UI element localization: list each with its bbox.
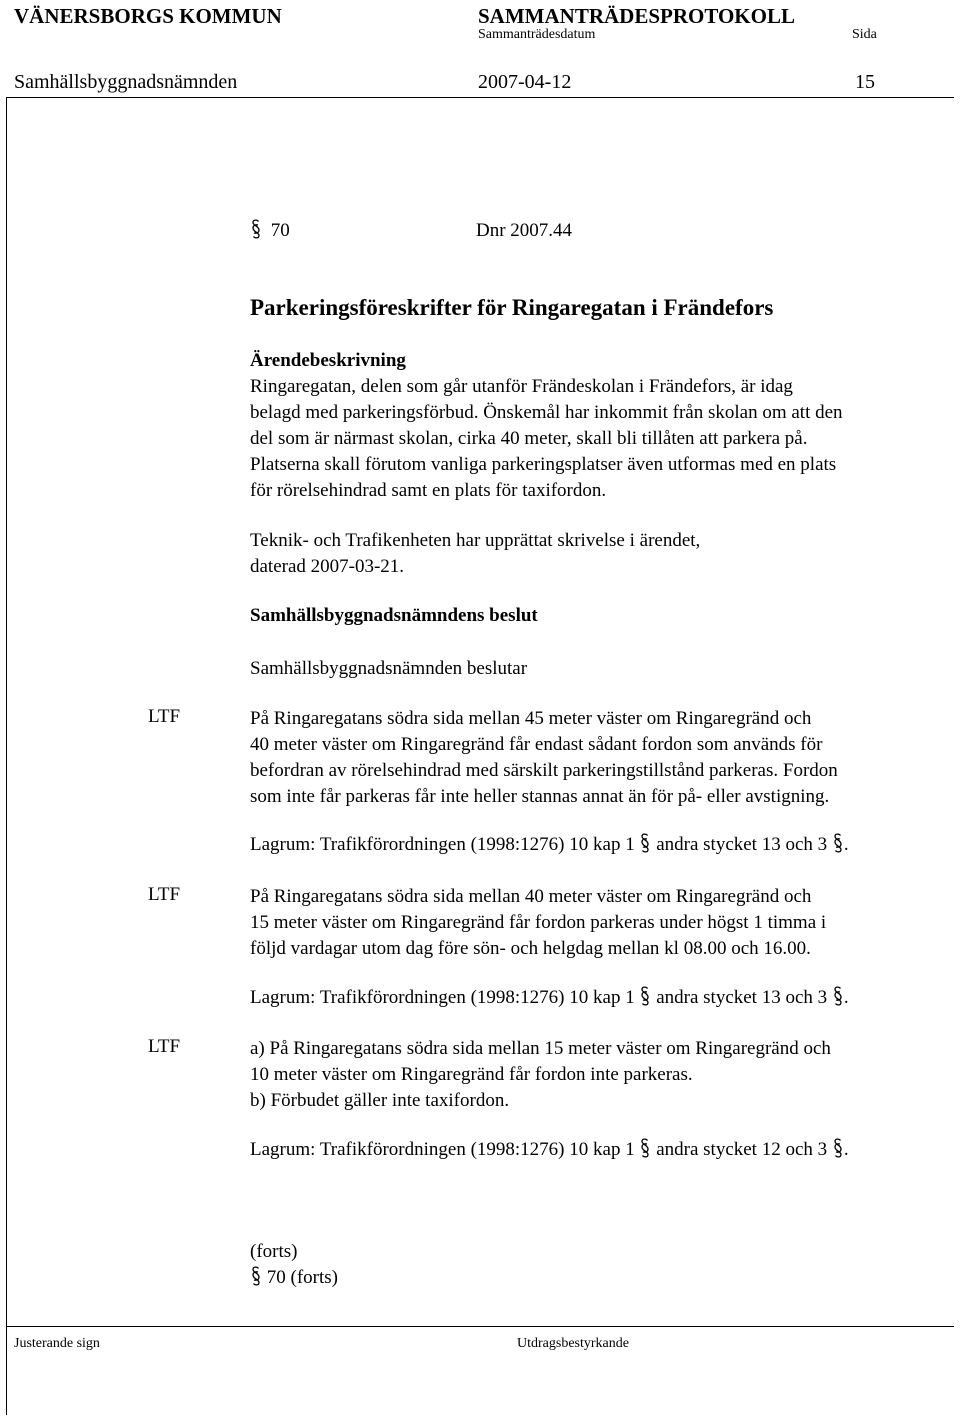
sign-label: Justerande sign: [14, 1336, 100, 1351]
section-icon: [639, 1137, 651, 1159]
lagrum-text: andra stycket 13 och 3: [656, 987, 828, 1008]
item-line: 40 meter väster om Ringaregränd får endast sådant fordon som används för: [250, 734, 823, 755]
committee-name: Samhällsbyggnadsnämnden: [14, 71, 238, 93]
item-line: 15 meter väster om Ringaregränd får fordon parkeras under högst 1 timma i: [250, 912, 827, 933]
item-line: På Ringaregatans södra sida mellan 45 meter väster om Ringaregränd och: [250, 708, 812, 729]
note-line: Teknik- och Trafikenheten har upprättat skrivelse i ärendet,: [250, 530, 701, 551]
continued-ref: [250, 1265, 338, 1291]
section-icon: [639, 985, 651, 1007]
decision-item-3: [250, 1036, 940, 1114]
page-label: Sida: [852, 27, 877, 42]
header-rule: [6, 97, 954, 98]
section-icon: [250, 218, 262, 240]
item-line: b) Förbudet gäller inte taxifordon.: [250, 1090, 510, 1111]
ltf-tag: LTF: [148, 884, 181, 905]
description-line: Ringaregatan, delen som går utanför Frändeskolan i Frändefors, är idag: [250, 376, 793, 397]
description-line: Platserna skall förutom vanliga parkeringsplatser även utformas med en plats: [250, 454, 837, 475]
decision-heading: Samhällsbyggnadsnämndens beslut: [250, 605, 538, 626]
section-icon: [639, 832, 651, 854]
section-icon: [250, 1265, 262, 1287]
org-name: VÄNERSBORGS KOMMUN: [14, 4, 282, 28]
description-line: del som är närmast skolan, cirka 40 meter, skall bli tillåten att parkera på.: [250, 428, 808, 449]
decision-item-1: [250, 706, 940, 810]
section-icon: [832, 832, 844, 854]
margin-rule: [6, 97, 7, 1415]
section-icon: [832, 1137, 844, 1159]
lagrum-text: Lagrum: Trafikförordningen (1998:1276) 10 kap 1: [250, 1139, 635, 1160]
page-number: 15: [855, 71, 875, 93]
item-line: befordran av rörelsehindrad med särskilt parkeringstillstånd parkeras. Fordon: [250, 760, 838, 781]
case-title: Parkeringsföreskrifter för Ringaregatan i Frändefors: [250, 295, 774, 320]
case-number: 70: [270, 220, 290, 241]
extract-label: Utdragsbestyrkande: [517, 1336, 629, 1351]
item-line: följd vardagar utom dag före sön- och helgdag mellan kl 08.00 och 16.00.: [250, 938, 811, 959]
continued-ref-text: 70 (forts): [266, 1267, 338, 1288]
footer-rule: [6, 1326, 954, 1327]
lagrum-text: Lagrum: Trafikförordningen (1998:1276) 10 kap 1: [250, 987, 635, 1008]
date-label: Sammanträdesdatum: [478, 27, 596, 42]
continued-label: (forts): [250, 1241, 298, 1262]
description-section: [250, 348, 940, 504]
ltf-tag: LTF: [148, 1036, 181, 1057]
lagrum-text: andra stycket 12 och 3: [656, 1139, 828, 1160]
description-line: för rörelsehindrad samt en plats för taxifordon.: [250, 480, 607, 501]
lagrum-end: .: [843, 987, 849, 1008]
case-number-line: [250, 218, 290, 244]
ltf-tag: LTF: [148, 706, 181, 727]
doc-type: SAMMANTRÄDESPROTOKOLL: [478, 4, 795, 28]
item-line: a) På Ringaregatans södra sida mellan 15 meter väster om Ringaregränd och: [250, 1038, 831, 1059]
item-line: 10 meter väster om Ringaregränd får fordon inte parkeras.: [250, 1064, 693, 1085]
meeting-date: 2007-04-12: [478, 71, 572, 93]
decision-intro: Samhällsbyggnadsnämnden beslutar: [250, 658, 528, 679]
case-dnr: Dnr 2007.44: [476, 220, 573, 241]
note-line: daterad 2007-03-21.: [250, 556, 405, 577]
lagrum-2: [250, 985, 849, 1011]
section-icon: [832, 985, 844, 1007]
lagrum-end: .: [843, 1139, 849, 1160]
lagrum-3: [250, 1137, 849, 1163]
description-note: [250, 528, 940, 580]
item-line: som inte får parkeras får inte heller stannas annat än för på- eller avstigning.: [250, 786, 830, 807]
decision-item-2: [250, 884, 940, 962]
lagrum-text: andra stycket 13 och 3: [656, 834, 828, 855]
item-line: På Ringaregatans södra sida mellan 40 meter väster om Ringaregränd och: [250, 886, 812, 907]
lagrum-text: Lagrum: Trafikförordningen (1998:1276) 10 kap 1: [250, 834, 635, 855]
description-heading: Ärendebeskrivning: [250, 350, 406, 371]
lagrum-end: .: [843, 834, 849, 855]
description-line: belagd med parkeringsförbud. Önskemål har inkommit från skolan om att den: [250, 402, 843, 423]
lagrum-1: [250, 832, 849, 858]
